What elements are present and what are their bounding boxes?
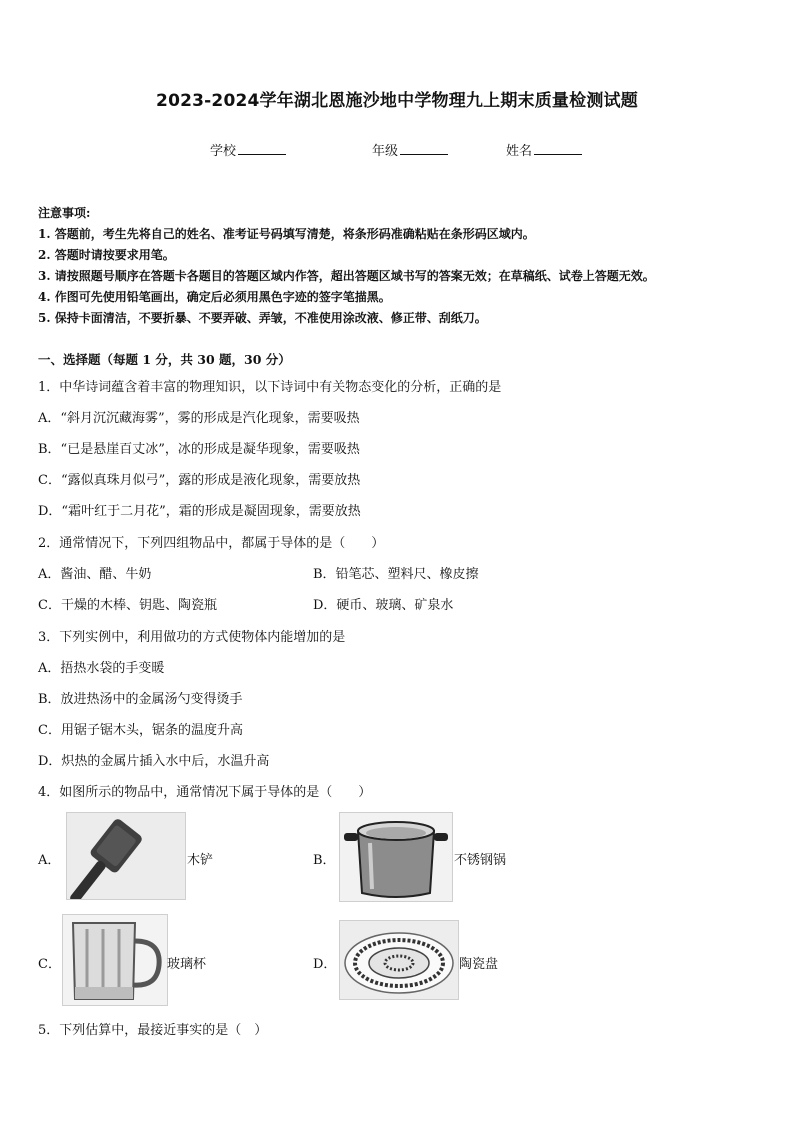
question-2-option-a[interactable]: A．酱油、醋、牛奶 [38,567,152,582]
question-4-option-b-letter[interactable]: B． [313,853,336,868]
grade-blank[interactable] [400,141,448,155]
school-field[interactable] [210,140,286,159]
school-label: 学校 [210,144,237,159]
wooden-spatula-image[interactable] [66,812,186,900]
ceramic-plate-icon [340,921,458,999]
question-4-option-d-letter[interactable]: D． [313,957,337,972]
question-2-option-b[interactable]: B．铅笔芯、塑料尺、橡皮擦 [313,567,479,582]
section-heading: 一、选择题（每题 1 分，共 30 题，30 分） [38,352,291,367]
question-4-option-b-label: 不锈钢锅 [454,853,507,868]
question-3-option-b[interactable]: B．放进热汤中的金属汤勺变得烫手 [38,692,243,707]
notice-heading: 注意事项: [38,206,91,220]
name-label: 姓名 [506,144,533,159]
page-title: 2023-2024学年湖北恩施沙地中学物理九上期末质量检测试题 [156,91,638,111]
question-1-option-c[interactable]: C．“露似真珠月似弓”，露的形成是液化现象，需要放热 [38,473,361,488]
wooden-spatula-icon [67,813,185,899]
question-1-option-d[interactable]: D．“霜叶红于二月花”，霜的形成是凝固现象，需要放热 [38,504,361,519]
grade-label: 年级 [372,144,399,159]
question-4-stem: 4．如图所示的物品中，通常情况下属于导体的是（ ） [38,785,372,800]
notice-item: 3. 请按照题号顺序在答题卡各题目的答题区域内作答，超出答题区域书写的答案无效；在草稿纸、试卷上答题无效。 [38,269,655,283]
notice-item: 4. 作图可先使用铅笔画出，确定后必须用黑色字迹的签字笔描黑。 [38,290,391,304]
question-3-option-d[interactable]: D．炽热的金属片插入水中后，水温升高 [38,754,270,769]
name-blank[interactable] [534,141,582,155]
steel-pot-icon [340,813,452,901]
question-2-option-c[interactable]: C．干燥的木棒、钥匙、陶瓷瓶 [38,598,217,613]
question-4-option-a-label: 木铲 [187,853,214,868]
steel-pot-image[interactable] [339,812,453,902]
question-4-option-c-letter[interactable]: C． [38,957,61,972]
question-4-option-d-label: 陶瓷盘 [459,957,499,972]
glass-cup-icon [63,915,167,1005]
notice-item: 1. 答题前，考生先将自己的姓名、准考证号码填写清楚，将条形码准确粘贴在条形码区域内。 [38,227,535,241]
glass-cup-image[interactable] [62,914,168,1006]
question-4-option-a-letter[interactable]: A． [38,853,61,868]
question-2-stem: 2．通常情况下，下列四组物品中，都属于导体的是（ ） [38,536,385,551]
notice-item: 5. 保持卡面清洁，不要折暴、不要弄破、弄皱，不准使用涂改液、修正带、刮纸刀。 [38,311,487,325]
question-1-stem: 1．中华诗词蕴含着丰富的物理知识，以下诗词中有关物态变化的分析，正确的是 [38,380,502,395]
question-5-stem: 5．下列估算中，最接近事实的是（ ） [38,1023,268,1038]
name-field[interactable] [506,140,582,159]
question-1-option-a[interactable]: A．“斜月沉沉藏海雾”，雾的形成是汽化现象，需要吸热 [38,411,360,426]
ceramic-plate-image[interactable] [339,920,459,1000]
school-blank[interactable] [238,141,286,155]
grade-field[interactable] [372,140,448,159]
question-2-option-d[interactable]: D．硬币、玻璃、矿泉水 [313,598,454,613]
question-3-stem: 3．下列实例中，利用做功的方式使物体内能增加的是 [38,630,346,645]
notice-item: 2. 答题时请按要求用笔。 [38,248,175,262]
question-1-option-b[interactable]: B．“已是悬崖百丈冰”，冰的形成是凝华现象，需要吸热 [38,442,360,457]
question-3-option-c[interactable]: C．用锯子锯木头，锯条的温度升高 [38,723,243,738]
question-4-option-c-label: 玻璃杯 [167,957,207,972]
question-3-option-a[interactable]: A．捂热水袋的手变暖 [38,661,165,676]
